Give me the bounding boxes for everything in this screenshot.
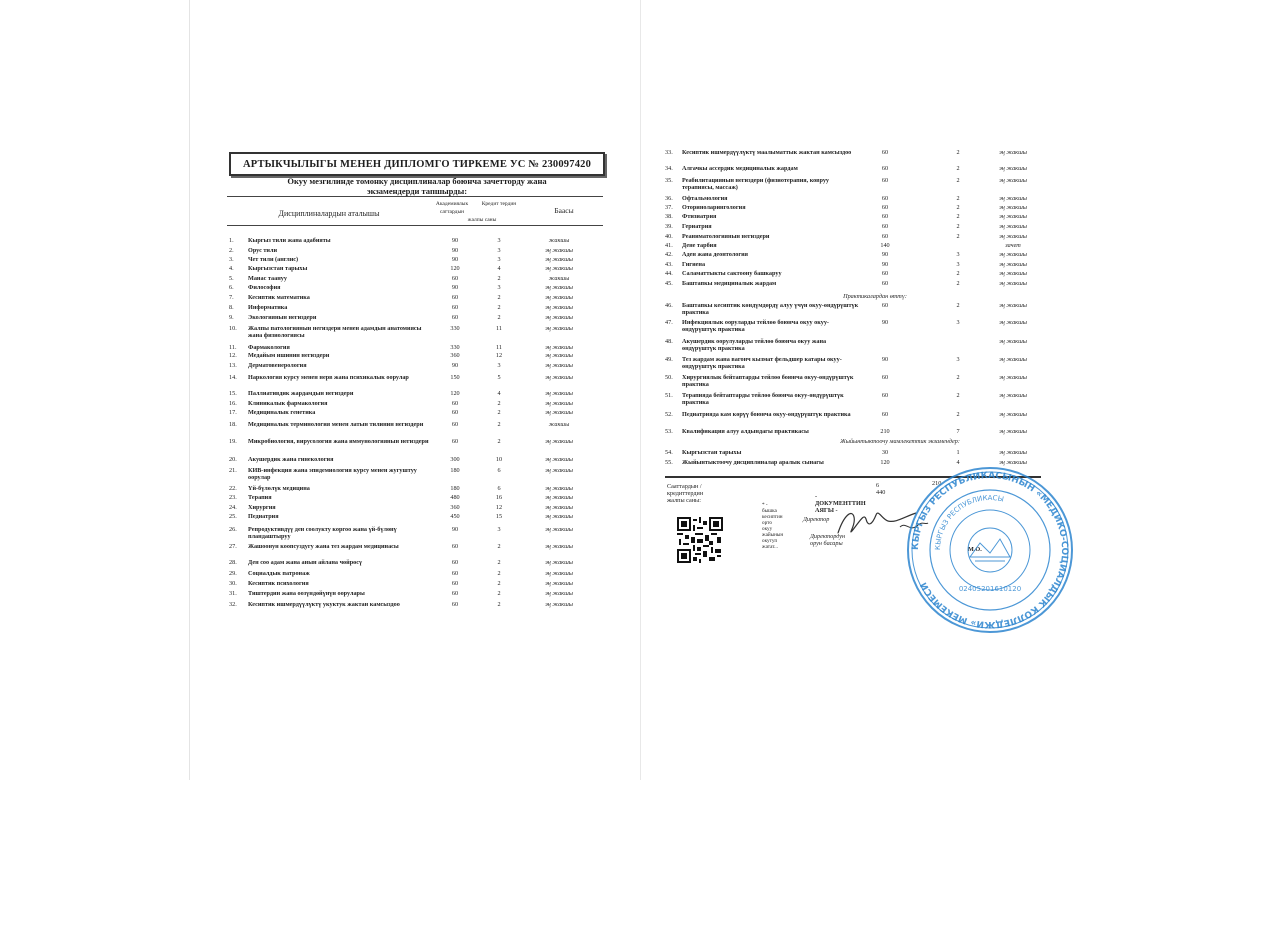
row-number: 3. (229, 256, 234, 263)
row-number: 28. (229, 559, 237, 566)
row-credits: 1 (956, 449, 960, 456)
row-discipline-name: Жашоонун коопсуздугу жана тез жардам медицинасы (248, 543, 399, 550)
row-credits: 2 (497, 590, 501, 597)
row-hours: 360 (450, 504, 460, 511)
row-discipline-name: КИВ-инфекция жана эпидемиология курсу менен жугуштуу оорулар (248, 467, 417, 481)
row-number: 12. (229, 352, 237, 359)
row-credits: 3 (956, 319, 960, 326)
row-credits: 2 (497, 409, 501, 416)
row-grade: жакшы (548, 275, 570, 282)
row-grade: эң жакшы (545, 513, 573, 520)
row-grade: эң жакшы (545, 374, 573, 381)
row-number: 55. (665, 459, 673, 466)
row-discipline-name: Экологиянын негиздери (248, 314, 317, 321)
row-credits: 15 (495, 513, 503, 520)
row-hours: 90 (451, 237, 459, 244)
row-discipline-name: Кыргызстан тарыхы (682, 449, 742, 456)
row-hours: 90 (881, 319, 889, 326)
row-hours: 140 (880, 242, 890, 249)
row-hours: 60 (881, 392, 889, 399)
row-hours: 120 (880, 459, 890, 466)
row-discipline-name: Квалификация алуу алдындагы практикасы (682, 428, 809, 435)
row-discipline-name: Терапия (248, 494, 272, 501)
row-discipline-name: Дерматовенерология (248, 362, 307, 369)
row-grade: эң жакшы (999, 149, 1027, 156)
row-discipline-name: Микробиология, вирусология жана иммунологиянын негиздери (248, 438, 429, 445)
row-hours: 480 (450, 494, 460, 501)
row-number: 10. (229, 325, 237, 332)
row-hours: 60 (881, 280, 889, 287)
row-number: 25. (229, 513, 237, 520)
row-credits: 10 (495, 456, 503, 463)
row-credits: 6 (497, 467, 501, 474)
row-credits: 4 (956, 459, 960, 466)
row-credits: 2 (497, 543, 501, 550)
row-number: 15. (229, 390, 237, 397)
row-number: 50. (665, 374, 673, 381)
row-number: 27. (229, 543, 237, 550)
row-grade: эң жакшы (545, 580, 573, 587)
row-discipline-name: Алгачкы ассердик медициналык жардам (682, 165, 798, 172)
row-credits: 5 (497, 374, 501, 381)
row-hours: 180 (450, 485, 460, 492)
row-grade: эң жакшы (545, 590, 573, 597)
row-number: 30. (229, 580, 237, 587)
row-grade: эң жакшы (999, 428, 1027, 435)
row-hours: 120 (450, 390, 460, 397)
row-hours: 60 (881, 213, 889, 220)
row-discipline-name: Гигиена (682, 261, 706, 268)
row-number: 54. (665, 449, 673, 456)
row-grade: эң жакшы (999, 374, 1027, 381)
right-page (640, 0, 1051, 780)
row-discipline-name: Ден соо адам жана анын айлана чөйрөсү (248, 559, 363, 566)
row-discipline-name: Кесиптик ишмердүүлүктү укуктук жактан камсыздоо (248, 601, 400, 608)
row-number: 46. (665, 302, 673, 309)
row-credits: 2 (497, 400, 501, 407)
row-credits: 2 (956, 280, 960, 287)
row-discipline-name: Аден жана деонтология (682, 251, 749, 258)
row-hours: 90 (881, 356, 889, 363)
row-hours: 90 (881, 251, 889, 258)
row-hours: 60 (451, 543, 459, 550)
row-number: 1. (229, 237, 234, 244)
row-discipline-name: Философия (248, 284, 281, 291)
row-grade: эң жакшы (545, 265, 573, 272)
row-discipline-name: Манас таануу (248, 275, 287, 282)
row-grade: эң жакшы (999, 319, 1027, 326)
row-discipline-name: Педиатрияда кам көрүү боюнча окуу-өндүрүштүк практика (682, 411, 851, 418)
row-credits: 12 (495, 504, 503, 511)
total-hours: 6 440 (876, 482, 886, 496)
row-credits: 2 (956, 302, 960, 309)
row-hours: 60 (451, 601, 459, 608)
row-number: 2. (229, 247, 234, 254)
row-hours: 60 (451, 409, 459, 416)
row-credits: 2 (956, 177, 960, 184)
row-grade: эң жакшы (999, 261, 1027, 268)
row-grade: эң жакшы (999, 338, 1027, 345)
row-discipline-name: Жыйынтыктоочу дисциплиналар аралык сынагы (682, 459, 824, 466)
row-discipline-name: Терапияда бейтаптарды тейлөө боюнча окуу-өндүрүштүк практика (682, 392, 844, 406)
row-credits: 2 (497, 275, 501, 282)
row-hours: 60 (451, 559, 459, 566)
row-discipline-name: Информатика (248, 304, 288, 311)
row-discipline-name: Наркология курсу менен нерв жана психикалык оорулар (248, 374, 409, 381)
row-hours: 60 (451, 400, 459, 407)
row-number: 51. (665, 392, 673, 399)
row-hours: 60 (881, 149, 889, 156)
row-hours: 150 (450, 374, 460, 381)
row-discipline-name: Фармакология (248, 344, 290, 351)
row-hours: 60 (451, 294, 459, 301)
row-number: 33. (665, 149, 673, 156)
row-grade: эң жакшы (545, 467, 573, 474)
row-grade: эң жакшы (545, 352, 573, 359)
row-grade: эң жакшы (545, 494, 573, 501)
subtitle-line-1: Окуу мезгилинде томонку дисциплиналар боюнча зачетторду жана (287, 176, 547, 186)
row-grade: эң жакшы (545, 256, 573, 263)
row-number: 18. (229, 421, 237, 428)
stamp-inner-text: КЫРГЫЗ РЕСПУБЛИКАСЫ (933, 493, 1005, 551)
row-discipline-name: Паллиативдик жардамдын негиздери (248, 390, 354, 397)
row-credits: 2 (956, 270, 960, 277)
row-number: 45. (665, 280, 673, 287)
row-hours: 60 (881, 411, 889, 418)
row-credits: 2 (497, 294, 501, 301)
row-number: 34. (665, 165, 673, 172)
row-hours: 210 (880, 428, 890, 435)
row-discipline-name: Саламаттыкты сактоону башкаруу (682, 270, 782, 277)
row-number: 20. (229, 456, 237, 463)
row-hours: 60 (881, 223, 889, 230)
row-grade: эң жакшы (999, 392, 1027, 399)
row-grade: эң жакшы (999, 270, 1027, 277)
header-grade: Баасы (554, 206, 574, 215)
row-grade: эң жакшы (999, 302, 1027, 309)
row-grade: эң жакшы (999, 165, 1027, 172)
row-number: 24. (229, 504, 237, 511)
header-name: Дисциплиналардын аталышы (278, 209, 380, 218)
row-hours: 60 (881, 177, 889, 184)
row-hours: 60 (881, 302, 889, 309)
row-hours: 60 (451, 421, 459, 428)
total-label: Сааттардын / кредиттердин жалпы саны: (667, 483, 704, 504)
row-number: 47. (665, 319, 673, 326)
row-grade: эң жакшы (545, 409, 573, 416)
row-hours: 60 (881, 165, 889, 172)
total-credits: 210 (932, 480, 942, 487)
row-number: 7. (229, 294, 234, 301)
header-top-line (227, 196, 603, 197)
row-hours: 360 (450, 352, 460, 359)
row-credits: 2 (497, 314, 501, 321)
row-hours: 330 (450, 325, 460, 332)
row-discipline-name: Фтизиатрия (682, 213, 717, 220)
row-grade: эң жакшы (545, 570, 573, 577)
row-grade: эң жакшы (545, 438, 573, 445)
row-grade: эң жакшы (545, 485, 573, 492)
row-number: 49. (665, 356, 673, 363)
row-discipline-name: Социалдык патронаж (248, 570, 310, 577)
row-discipline-name: Тиштердин жана оозүндөйүнүн оорулары (248, 590, 365, 597)
row-number: 38. (665, 213, 673, 220)
row-hours: 60 (451, 314, 459, 321)
row-discipline-name: Акушердик жана гинекология (248, 456, 334, 463)
row-hours: 180 (450, 467, 460, 474)
row-discipline-name: Офтальмология (682, 195, 728, 202)
row-discipline-name: Кесиптик ишмердүүлүктү маалыматтык жактан камсыздоо (682, 149, 852, 156)
row-number: 19. (229, 438, 237, 445)
row-discipline-name: Оториноларингология (682, 204, 746, 211)
row-discipline-name: Кыргыз тили жана адабияты (248, 237, 331, 244)
row-number: 39. (665, 223, 673, 230)
row-credits: 2 (956, 195, 960, 202)
row-credits: 3 (497, 362, 501, 369)
row-number: 52. (665, 411, 673, 418)
row-number: 40. (665, 233, 673, 240)
row-number: 41. (665, 242, 673, 249)
row-grade: эң жакшы (545, 314, 573, 321)
row-grade: жакшы (548, 237, 570, 244)
row-grade: эң жакшы (545, 559, 573, 566)
director-label: Директор (803, 516, 830, 523)
document-end: - ДОКУМЕНТТИН АЯГЫ - (815, 493, 866, 514)
row-grade: эң жакшы (545, 304, 573, 311)
row-grade: эң жакшы (545, 362, 573, 369)
row-hours: 300 (450, 456, 460, 463)
row-grade: эң жакшы (999, 411, 1027, 418)
exam-heading: Жыйынтыктоочу мамлекеттик экзамендер: (840, 438, 960, 445)
row-credits: 3 (956, 261, 960, 268)
row-number: 42. (665, 251, 673, 258)
row-discipline-name: Кесиптик математика (248, 294, 310, 301)
row-discipline-name: Чет тили (англис) (248, 256, 299, 263)
header-hours: Академиялык саттардын (435, 201, 469, 215)
row-grade: эң жакшы (999, 233, 1027, 240)
row-grade: эң жакшы (545, 456, 573, 463)
row-number: 44. (665, 270, 673, 277)
row-discipline-name: Жалпы патологиянын негиздери менен адамдын анатомиясы жана физиологиясы (248, 325, 422, 339)
row-credits: 2 (956, 204, 960, 211)
row-credits: 2 (497, 421, 501, 428)
row-discipline-name: Репродуктивдүү ден соолукту коргоо жана үй-бүлөнү пландаштыруу (248, 526, 397, 540)
row-discipline-name: Педиатрия (248, 513, 279, 520)
row-grade: эң жакшы (545, 247, 573, 254)
row-hours: 30 (881, 449, 889, 456)
row-credits: 11 (496, 325, 502, 332)
row-number: 23. (229, 494, 237, 501)
row-credits: 12 (495, 352, 503, 359)
row-number: 4. (229, 265, 234, 272)
row-discipline-name: Гериатрия (682, 223, 712, 230)
row-credits: 2 (497, 438, 501, 445)
row-hours: 90 (451, 247, 459, 254)
row-hours: 90 (451, 284, 459, 291)
row-discipline-name: Үй-бүлөлүк медицина (248, 485, 310, 492)
row-number: 13. (229, 362, 237, 369)
row-hours: 120 (450, 265, 460, 272)
row-credits: 2 (497, 559, 501, 566)
row-grade: зачет (1005, 242, 1021, 249)
row-credits: 2 (956, 233, 960, 240)
row-credits: 3 (956, 356, 960, 363)
row-credits: 2 (956, 411, 960, 418)
row-hours: 60 (451, 438, 459, 445)
row-hours: 90 (881, 261, 889, 268)
row-number: 32. (229, 601, 237, 608)
row-discipline-name: Баштапкы медициналык жардам (682, 280, 777, 287)
row-credits: 4 (497, 390, 501, 397)
row-number: 8. (229, 304, 234, 311)
row-number: 36. (665, 195, 673, 202)
row-grade: эң жакшы (545, 400, 573, 407)
row-hours: 90 (451, 526, 459, 533)
row-discipline-name: Кыргызстан тарыхы (248, 265, 308, 272)
mp-label: М.О. (968, 546, 982, 553)
row-discipline-name: Тез жардам жана вагонч кызмат фельдшер катары окуу-өндүрүштүк практика (682, 356, 842, 370)
row-number: 29. (229, 570, 237, 577)
row-credits: 3 (497, 237, 501, 244)
row-hours: 60 (451, 590, 459, 597)
stamp-code: 02405201610120 (958, 585, 1022, 593)
row-grade: эң жакшы (545, 543, 573, 550)
row-number: 21. (229, 467, 237, 474)
row-number: 6. (229, 284, 234, 291)
row-credits: 2 (956, 149, 960, 156)
row-grade: эң жакшы (999, 204, 1027, 211)
row-credits: 2 (497, 570, 501, 577)
row-credits: 3 (497, 256, 501, 263)
qr-code (677, 517, 723, 563)
row-grade: эң жакшы (999, 223, 1027, 230)
row-hours: 60 (451, 580, 459, 587)
header-credits: Кредит тердин (481, 201, 517, 207)
row-number: 53. (665, 428, 673, 435)
row-credits: 3 (956, 251, 960, 258)
row-discipline-name: Хирургиялык бейтаптарды тейлөө боюнча окуу-өндүрүштүк практика (682, 374, 854, 388)
row-credits: 2 (956, 392, 960, 399)
row-grade: эң жакшы (999, 459, 1027, 466)
row-grade: эң жакшы (999, 177, 1027, 184)
row-credits: 16 (495, 494, 503, 501)
row-discipline-name: Хирургия (248, 504, 276, 511)
row-number: 35. (665, 177, 673, 184)
row-grade: эң жакшы (545, 325, 573, 332)
row-credits: 6 (497, 485, 501, 492)
row-number: 5. (229, 275, 234, 282)
college-stamp (905, 465, 1075, 635)
row-credits: 4 (497, 265, 501, 272)
row-discipline-name: Баштапкы кесиптик көндүмдөрдү алуу үчүн окуу-өндүрүштүк практика (682, 302, 859, 316)
row-discipline-name: Реаниматологиянын негиздери (682, 233, 770, 240)
row-credits: 3 (497, 526, 501, 533)
row-discipline-name: Кесиптик психология (248, 580, 309, 587)
row-discipline-name: Орус тили (248, 247, 278, 254)
row-discipline-name: Реабилитациянын негиздери (физиотерапия, ковруу терапиясы, массаж) (682, 177, 830, 191)
stamp-outer-text: КЫРГЫЗ РЕСПУБЛИКАСЫНЫН «МЕДИКО-СОЦИАЛДЫК КОЛЛЕДЖИ» МЕКЕМЕСИ (910, 470, 1070, 630)
row-credits: 2 (956, 213, 960, 220)
row-grade: эң жакшы (545, 601, 573, 608)
row-number: 11. (229, 344, 237, 351)
row-grade: эң жакшы (545, 390, 573, 397)
row-grade: эң жакшы (999, 195, 1027, 202)
row-grade: эң жакшы (545, 284, 573, 291)
row-credits: 3 (497, 284, 501, 291)
row-grade: эң жакшы (545, 294, 573, 301)
row-grade: эң жакшы (999, 356, 1027, 363)
row-number: 9. (229, 314, 234, 321)
row-credits: 11 (496, 344, 502, 351)
row-hours: 60 (451, 304, 459, 311)
row-number: 22. (229, 485, 237, 492)
row-grade: эң жакшы (999, 251, 1027, 258)
row-discipline-name: Дене тарбия (682, 242, 717, 249)
row-number: 31. (229, 590, 237, 597)
row-credits: 7 (956, 428, 960, 435)
row-grade: эң жакшы (545, 504, 573, 511)
row-discipline-name: Клиникалык фармакология (248, 400, 328, 407)
row-number: 37. (665, 204, 673, 211)
row-hours: 60 (881, 233, 889, 240)
row-credits: 2 (956, 165, 960, 172)
row-hours: 60 (881, 204, 889, 211)
practice-heading: Практикалардан өттү: (843, 293, 907, 300)
row-hours: 60 (451, 570, 459, 577)
row-number: 26. (229, 526, 237, 533)
row-hours: 60 (451, 275, 459, 282)
row-credits: 2 (497, 304, 501, 311)
row-grade: эң жакшы (999, 213, 1027, 220)
row-credits: 3 (497, 247, 501, 254)
row-number: 43. (665, 261, 673, 268)
row-discipline-name: Акушердик оорулуларды тейлөө боюнча окуу жана өндүрүштүк практика (682, 338, 827, 352)
row-number: 17. (229, 409, 237, 416)
row-hours: 90 (451, 362, 459, 369)
row-hours: 60 (881, 195, 889, 202)
row-number: 48. (665, 338, 673, 345)
row-number: 16. (229, 400, 237, 407)
row-credits: 2 (497, 601, 501, 608)
header-bottom-line (227, 225, 603, 226)
row-grade: эң жакшы (999, 449, 1027, 456)
row-discipline-name: Медициналык генетика (248, 409, 316, 416)
row-grade: эң жакшы (545, 344, 573, 351)
row-hours: 450 (450, 513, 460, 520)
row-grade: эң жакшы (545, 526, 573, 533)
row-grade: жакшы (548, 421, 570, 428)
row-hours: 330 (450, 344, 460, 351)
row-credits: 2 (956, 223, 960, 230)
document-title: АРТЫКЧЫЛЫГЫ МЕНЕН ДИПЛОМГО ТИРКЕМЕ УС № 230097420 (229, 152, 605, 176)
row-discipline-name: Медициналык терминология менен латын тилинин негиздери (248, 421, 424, 428)
row-hours: 60 (881, 374, 889, 381)
row-number: 14. (229, 374, 237, 381)
footnote: * - бышка кесиптин орто окуу жайынын окутуп жатат... (762, 502, 784, 550)
subtitle-line-2: экзамендерди тапшырды: (366, 186, 468, 196)
row-grade: эң жакшы (999, 280, 1027, 287)
row-discipline-name: Медайым ишинин негиздери (248, 352, 330, 359)
row-credits: 2 (497, 580, 501, 587)
deputy-label: Директордун орун басары (810, 533, 846, 547)
row-hours: 90 (451, 256, 459, 263)
row-discipline-name: Инфекциялык ооруларды тейлөө боюнча окуу окуу-өндүрүштүк практика (682, 319, 829, 333)
row-credits: 2 (956, 374, 960, 381)
header-hours-2: жалпы саны (467, 217, 497, 223)
row-hours: 60 (881, 270, 889, 277)
